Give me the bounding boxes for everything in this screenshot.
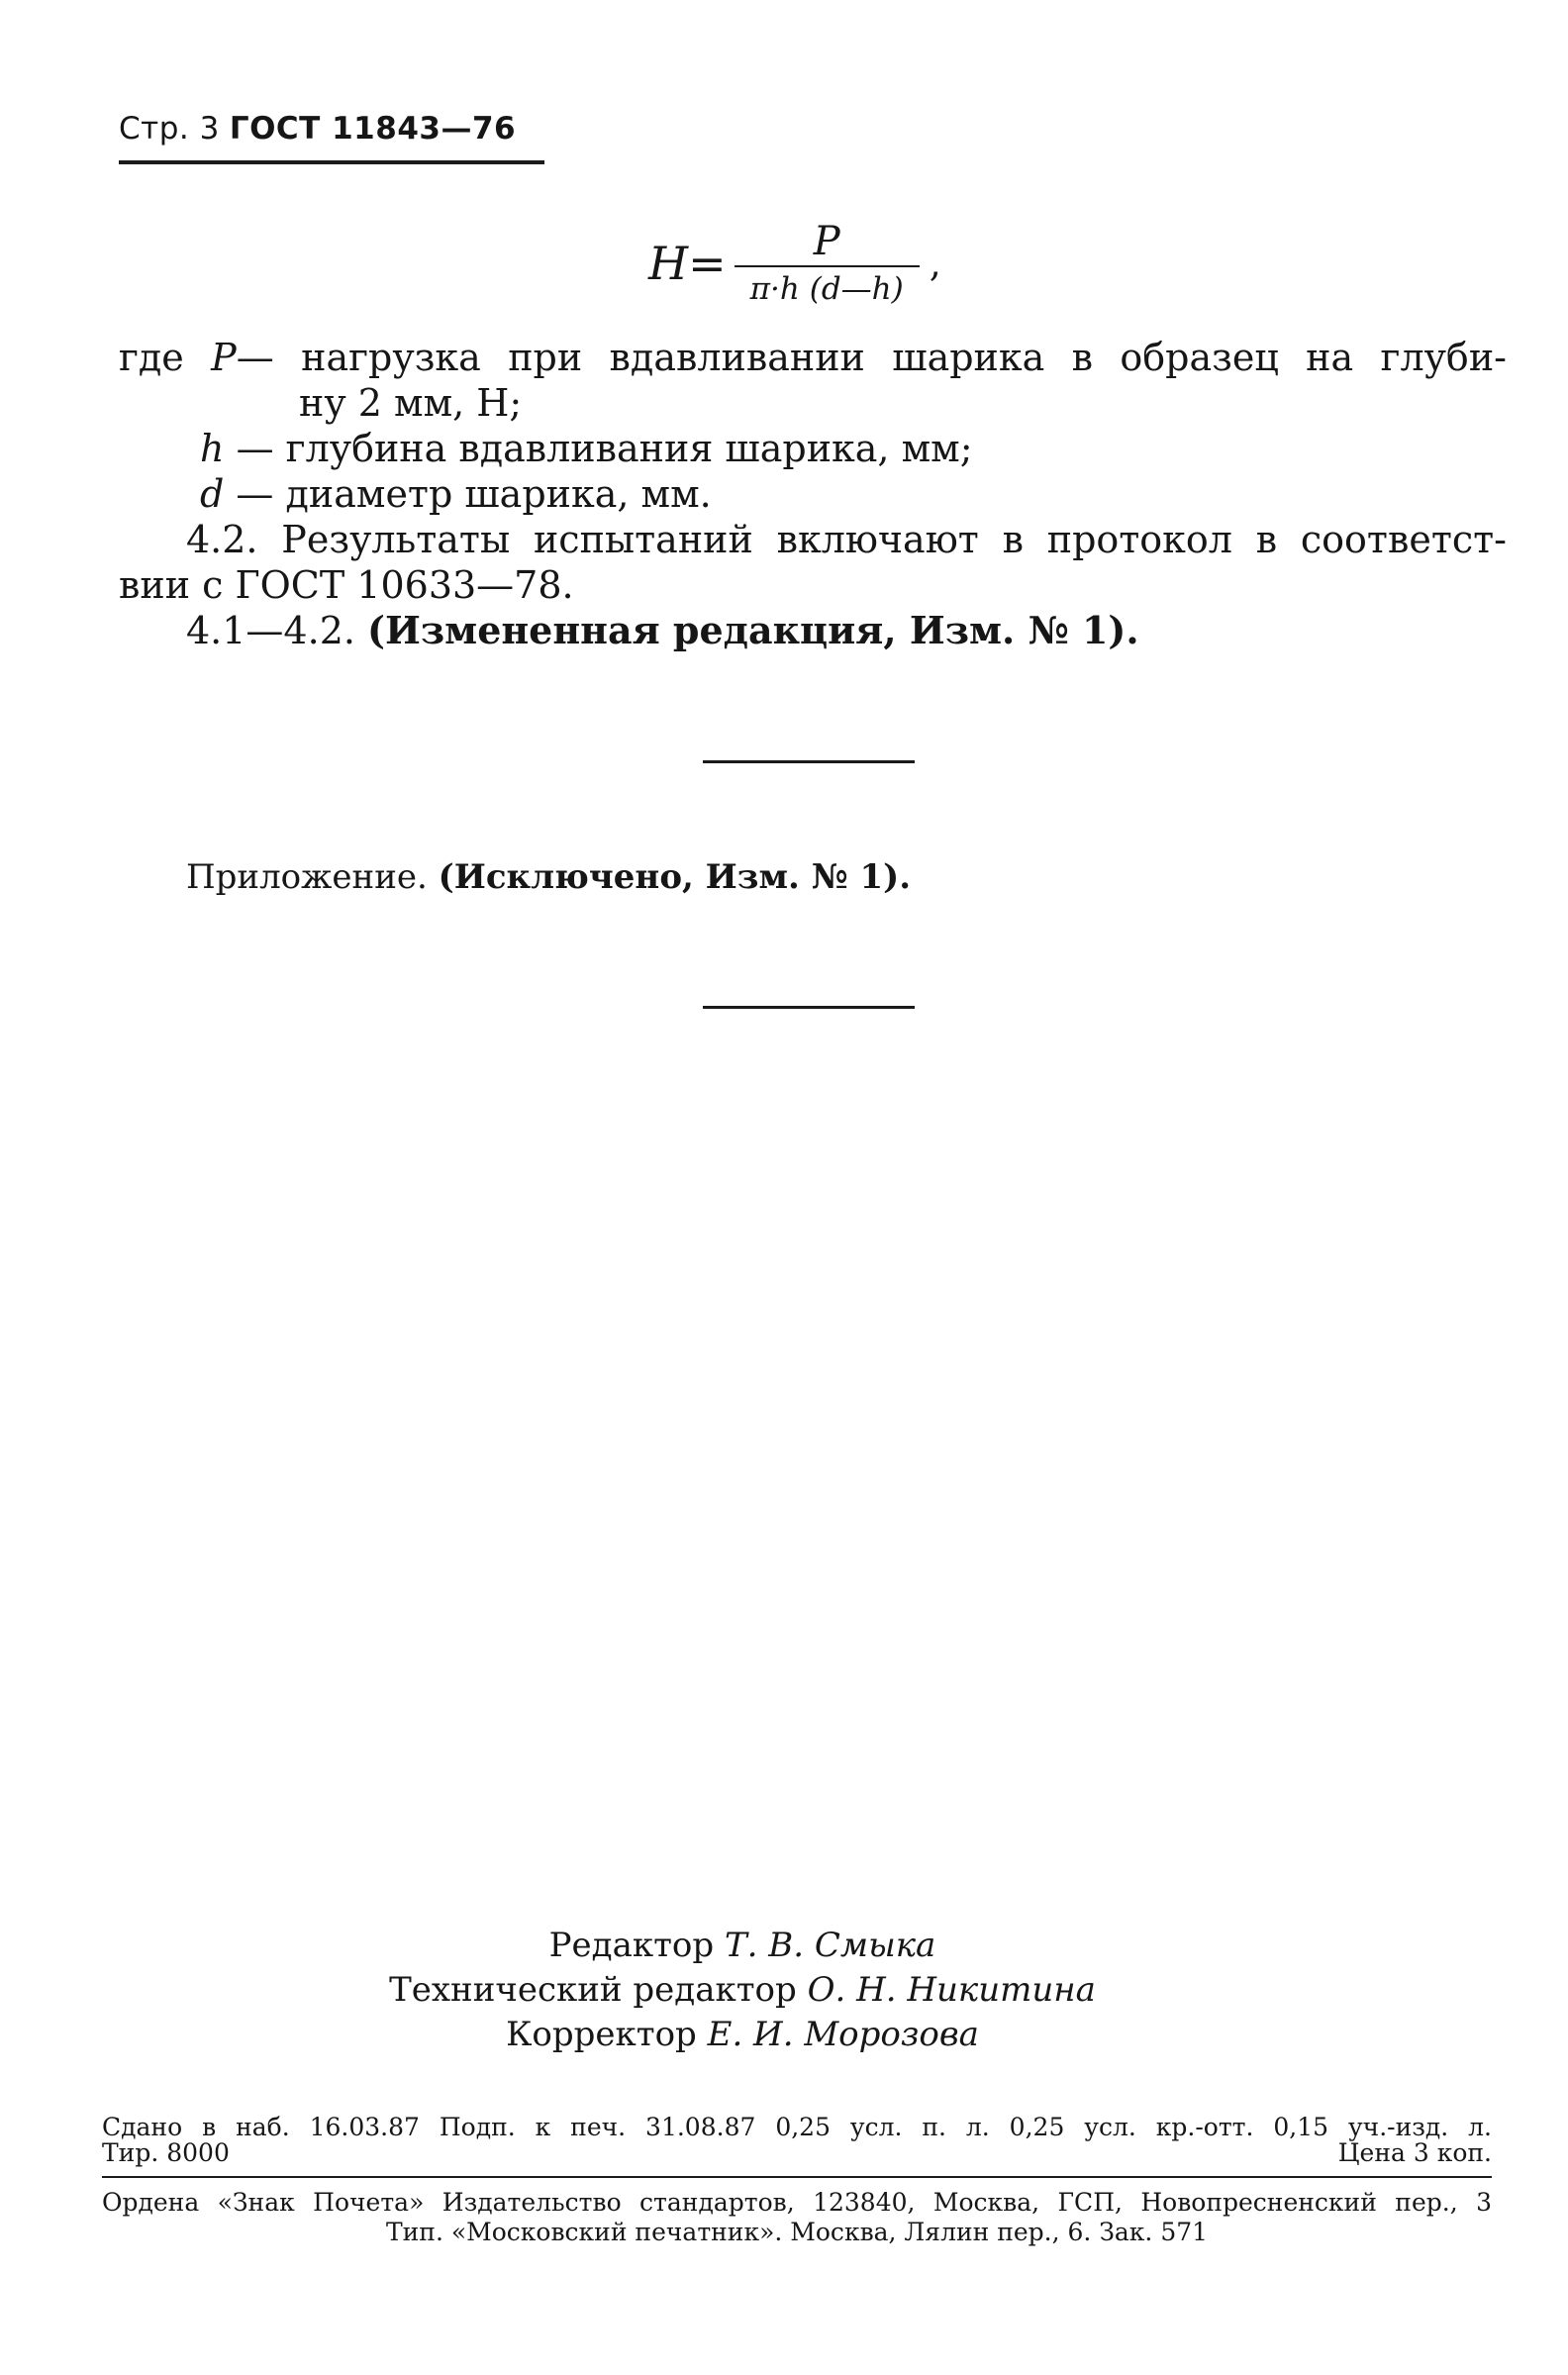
formula-denominator: π·h (d—h)	[735, 265, 920, 309]
header-rule	[119, 160, 544, 164]
page-number: Стр. 3	[119, 111, 220, 147]
imprint-tirazh: Тир. 8000	[102, 2138, 230, 2167]
imprint-line-2	[102, 2140, 1492, 2166]
section-divider-2	[703, 1006, 915, 1009]
imprint-price: Цена 3 коп.	[1337, 2138, 1492, 2167]
definition-p-text: — нагрузка при вдавливании шарика в образец на глуби-	[236, 336, 1507, 379]
editor-role: Редактор	[548, 1926, 715, 1965]
tech-editor-name: О. Н. Никитина	[807, 1970, 1096, 2010]
annex-note	[186, 857, 911, 897]
definition-h-text: — глубина вдавливания шарика, мм;	[236, 427, 973, 470]
imprint-rule	[102, 2176, 1492, 2178]
clause-4-2-line1: 4.2. Результаты испытаний включают в протокол в соответст-	[186, 518, 1507, 561]
credit-editor	[297, 1926, 1188, 1965]
section-divider-1	[703, 760, 915, 763]
imprint-printer: Тип. «Московский печатник». Москва, Лялин пер., 6. Зак. 571	[385, 2218, 1209, 2246]
formula-fraction	[735, 218, 920, 309]
imprint-publisher: Ордена «Знак Почета» Издательство стандартов, 123840, Москва, ГСП, Новопресненский пер., 3	[102, 2188, 1492, 2217]
tech-editor-role: Технический редактор	[389, 1970, 797, 2010]
annex-label: Приложение.	[186, 857, 428, 897]
amendment-text: (Измененная редакция, Изм. № 1).	[367, 608, 1139, 652]
symbol-p: P	[211, 336, 237, 379]
definition-p-line2: ну 2 мм, Н;	[299, 381, 523, 425]
definition-d	[200, 471, 712, 517]
corrector-name: Е. И. Морозова	[707, 2015, 979, 2054]
formula-comma: ,	[929, 242, 941, 285]
hardness-formula	[648, 218, 941, 309]
formula-lhs: H=	[648, 237, 727, 290]
clause-4-2-line2: вии с ГОСТ 10633—78.	[119, 563, 574, 607]
definition-h	[200, 426, 973, 471]
symbol-d: d	[200, 472, 225, 516]
corrector-role: Корректор	[506, 2015, 697, 2054]
standard-number: ГОСТ 11843—76	[229, 111, 517, 147]
symbol-h: h	[200, 427, 225, 470]
intro-word: где	[119, 336, 184, 379]
editor-name: Т. В. Смыка	[724, 1926, 936, 1965]
annex-text: (Исключено, Изм. № 1).	[438, 857, 912, 897]
definition-p-line1	[119, 335, 1507, 380]
definition-d-text: — диаметр шарика, мм.	[236, 472, 712, 516]
running-header	[119, 111, 516, 147]
formula-numerator: P	[813, 219, 840, 264]
credit-corrector	[297, 2015, 1188, 2054]
amendment-note	[186, 608, 1139, 653]
amendment-range: 4.1—4.2.	[186, 609, 355, 652]
credit-tech-editor	[297, 1970, 1188, 2010]
imprint-line-1: Сдано в наб. 16.03.87 Подп. к печ. 31.08.87 0,25 усл. п. л. 0,25 усл. кр.-отт. 0,15 уч.-изд. л.	[102, 2113, 1492, 2141]
